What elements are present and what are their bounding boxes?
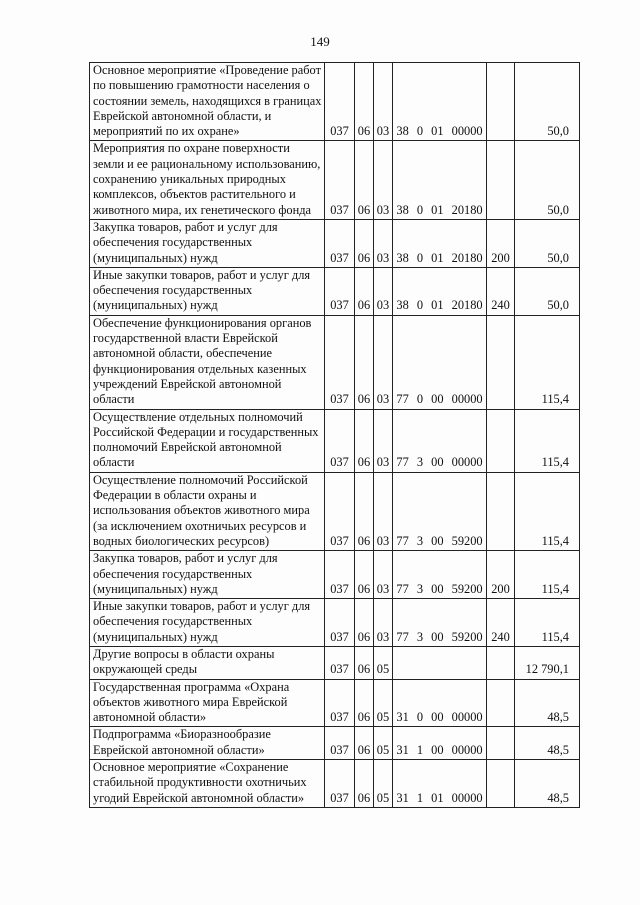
expense-type-cell bbox=[487, 472, 515, 550]
amount-cell: 48,5 bbox=[515, 760, 580, 808]
table-row bbox=[90, 267, 580, 315]
table-row bbox=[90, 760, 580, 808]
table-row bbox=[90, 551, 580, 599]
subsection-code-cell: 03 bbox=[374, 599, 393, 647]
target-article-cell: 38 0 01 00000 bbox=[393, 63, 487, 141]
table-row bbox=[90, 646, 580, 679]
subsection-code-cell: 03 bbox=[374, 63, 393, 141]
admin-code-cell: 037 bbox=[325, 679, 355, 727]
expense-type-cell bbox=[487, 409, 515, 472]
admin-code-cell: 037 bbox=[325, 760, 355, 808]
table-row bbox=[90, 63, 580, 141]
table-row bbox=[90, 599, 580, 647]
subsection-code-cell: 03 bbox=[374, 219, 393, 267]
row-name-cell: Другие вопросы в области охраны окружающей среды bbox=[90, 646, 325, 679]
section-code-cell: 06 bbox=[355, 409, 374, 472]
subsection-code-cell: 03 bbox=[374, 141, 393, 219]
admin-code-cell: 037 bbox=[325, 551, 355, 599]
target-article-cell: 38 0 01 20180 bbox=[393, 267, 487, 315]
section-code-cell: 06 bbox=[355, 472, 374, 550]
amount-cell: 115,4 bbox=[515, 599, 580, 647]
expense-type-cell: 200 bbox=[487, 219, 515, 267]
subsection-code-cell: 05 bbox=[374, 727, 393, 760]
expense-type-cell bbox=[487, 141, 515, 219]
expense-type-cell bbox=[487, 63, 515, 141]
admin-code-cell: 037 bbox=[325, 599, 355, 647]
subsection-code-cell: 03 bbox=[374, 267, 393, 315]
section-code-cell: 06 bbox=[355, 267, 374, 315]
target-article-cell: 31 1 00 00000 bbox=[393, 727, 487, 760]
table-row bbox=[90, 409, 580, 472]
budget-table bbox=[89, 62, 580, 808]
section-code-cell: 06 bbox=[355, 760, 374, 808]
row-name-cell: Закупка товаров, работ и услуг для обеспечения государственных (муниципальных) нужд bbox=[90, 219, 325, 267]
section-code-cell: 06 bbox=[355, 599, 374, 647]
target-article-cell: 77 3 00 59200 bbox=[393, 551, 487, 599]
table-row bbox=[90, 141, 580, 219]
subsection-code-cell: 05 bbox=[374, 646, 393, 679]
target-article-cell: 77 3 00 00000 bbox=[393, 409, 487, 472]
amount-cell: 50,0 bbox=[515, 267, 580, 315]
subsection-code-cell: 03 bbox=[374, 315, 393, 409]
row-name-cell: Иные закупки товаров, работ и услуг для обеспечения государственных (муниципальных) нужд bbox=[90, 599, 325, 647]
target-article-cell: 31 1 01 00000 bbox=[393, 760, 487, 808]
section-code-cell: 06 bbox=[355, 679, 374, 727]
amount-cell: 115,4 bbox=[515, 409, 580, 472]
table-row bbox=[90, 727, 580, 760]
target-article-cell bbox=[393, 646, 487, 679]
row-name-cell: Осуществление полномочий Российской Федерации в области охраны и использования объектов животного мира (за исключением охотничьих ресурсов и водных биологических ресурсов) bbox=[90, 472, 325, 550]
subsection-code-cell: 05 bbox=[374, 760, 393, 808]
section-code-cell: 06 bbox=[355, 646, 374, 679]
admin-code-cell: 037 bbox=[325, 315, 355, 409]
target-article-cell: 38 0 01 20180 bbox=[393, 141, 487, 219]
row-name-cell: Обеспечение функционирования органов государственной власти Еврейской автономной области, обеспечение функционирования отдельных казенных учреждений Еврейской автономной области bbox=[90, 315, 325, 409]
target-article-cell: 77 3 00 59200 bbox=[393, 599, 487, 647]
expense-type-cell bbox=[487, 760, 515, 808]
section-code-cell: 06 bbox=[355, 219, 374, 267]
section-code-cell: 06 bbox=[355, 315, 374, 409]
expense-type-cell bbox=[487, 727, 515, 760]
section-code-cell: 06 bbox=[355, 727, 374, 760]
row-name-cell: Основное мероприятие «Сохранение стабильной продуктивности охотничьих угодий Еврейской автономной области» bbox=[90, 760, 325, 808]
amount-cell: 12 790,1 bbox=[515, 646, 580, 679]
subsection-code-cell: 05 bbox=[374, 679, 393, 727]
admin-code-cell: 037 bbox=[325, 727, 355, 760]
admin-code-cell: 037 bbox=[325, 219, 355, 267]
admin-code-cell: 037 bbox=[325, 472, 355, 550]
expense-type-cell bbox=[487, 679, 515, 727]
expense-type-cell: 200 bbox=[487, 551, 515, 599]
subsection-code-cell: 03 bbox=[374, 409, 393, 472]
row-name-cell: Мероприятия по охране поверхности земли и ее рациональному использованию, сохранению уникальных природных комплексов, объектов растительного и животного мира, их генетического фонда bbox=[90, 141, 325, 219]
target-article-cell: 77 3 00 59200 bbox=[393, 472, 487, 550]
amount-cell: 48,5 bbox=[515, 727, 580, 760]
row-name-cell: Государственная программа «Охрана объектов животного мира Еврейской автономной области» bbox=[90, 679, 325, 727]
table-row bbox=[90, 472, 580, 550]
target-article-cell: 38 0 01 20180 bbox=[393, 219, 487, 267]
expense-type-cell: 240 bbox=[487, 267, 515, 315]
target-article-cell: 77 0 00 00000 bbox=[393, 315, 487, 409]
row-name-cell: Иные закупки товаров, работ и услуг для обеспечения государственных (муниципальных) нужд bbox=[90, 267, 325, 315]
section-code-cell: 06 bbox=[355, 63, 374, 141]
section-code-cell: 06 bbox=[355, 551, 374, 599]
admin-code-cell: 037 bbox=[325, 141, 355, 219]
admin-code-cell: 037 bbox=[325, 409, 355, 472]
subsection-code-cell: 03 bbox=[374, 472, 393, 550]
table-row bbox=[90, 219, 580, 267]
amount-cell: 115,4 bbox=[515, 315, 580, 409]
page-number: 149 bbox=[310, 34, 330, 49]
amount-cell: 50,0 bbox=[515, 63, 580, 141]
expense-type-cell bbox=[487, 315, 515, 409]
admin-code-cell: 037 bbox=[325, 267, 355, 315]
subsection-code-cell: 03 bbox=[374, 551, 393, 599]
section-code-cell: 06 bbox=[355, 141, 374, 219]
row-name-cell: Закупка товаров, работ и услуг для обеспечения государственных (муниципальных) нужд bbox=[90, 551, 325, 599]
table-row bbox=[90, 315, 580, 409]
admin-code-cell: 037 bbox=[325, 646, 355, 679]
amount-cell: 115,4 bbox=[515, 472, 580, 550]
row-name-cell: Подпрограмма «Биоразнообразие Еврейской автономной области» bbox=[90, 727, 325, 760]
table-row bbox=[90, 679, 580, 727]
expense-type-cell bbox=[487, 646, 515, 679]
admin-code-cell: 037 bbox=[325, 63, 355, 141]
row-name-cell: Осуществление отдельных полномочий Российской Федерации и государственных полномочий Еврейской автономной области bbox=[90, 409, 325, 472]
expense-type-cell: 240 bbox=[487, 599, 515, 647]
amount-cell: 50,0 bbox=[515, 219, 580, 267]
amount-cell: 48,5 bbox=[515, 679, 580, 727]
amount-cell: 115,4 bbox=[515, 551, 580, 599]
amount-cell: 50,0 bbox=[515, 141, 580, 219]
target-article-cell: 31 0 00 00000 bbox=[393, 679, 487, 727]
row-name-cell: Основное мероприятие «Проведение работ по повышению грамотности населения о состоянии земель, находящихся в границах Еврейской автономной области, и мероприятий по их охране» bbox=[90, 63, 325, 141]
